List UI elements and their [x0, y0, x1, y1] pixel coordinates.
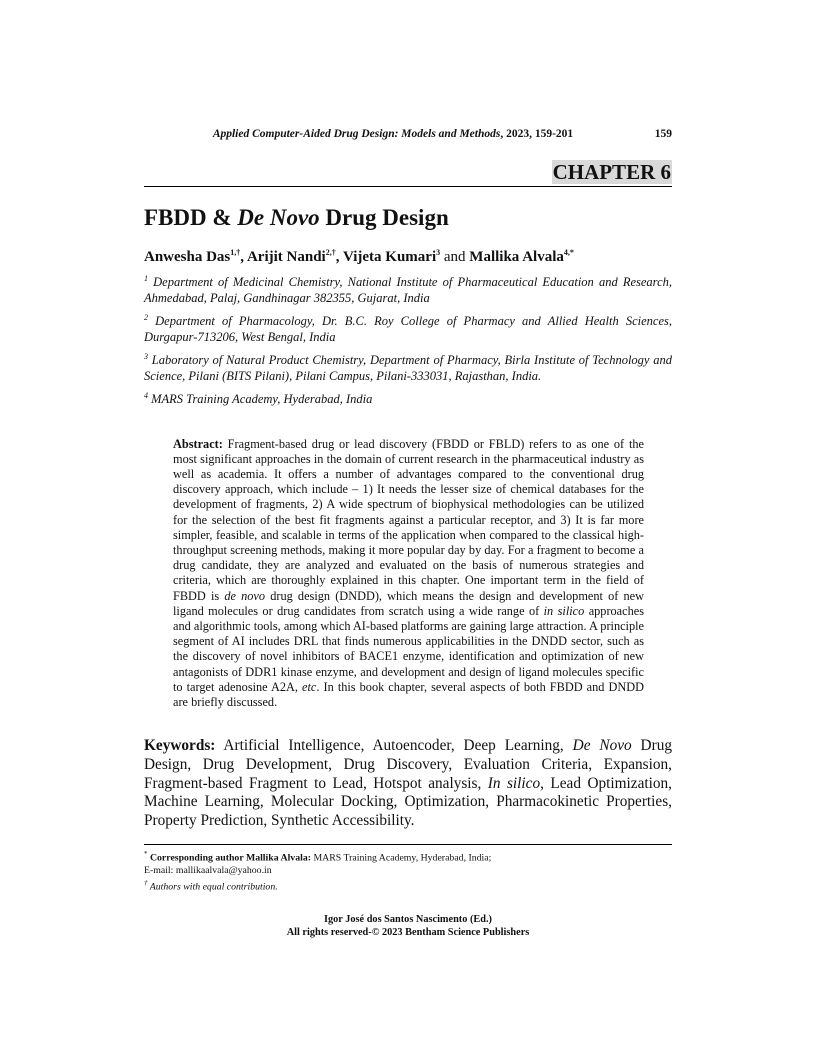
- title-part-1: FBDD &: [144, 205, 238, 230]
- chapter-label-text: CHAPTER 6: [552, 160, 671, 184]
- affiliation: [144, 388, 672, 407]
- corresponding-author-note: [144, 848, 672, 865]
- abstract-italic: etc: [302, 679, 317, 694]
- affiliation: [144, 349, 672, 384]
- paper-page: [144, 128, 672, 939]
- abstract-label: Abstract:: [173, 436, 223, 451]
- equal-contribution-note: [144, 877, 672, 894]
- keywords-italic: In silico: [487, 774, 541, 792]
- affiliation-text: Laboratory of Natural Product Chemistry, Department of Pharmacy, Birla Institute of Technology and Science, Pilani (BITS Pilani), Pilani Campus, Pilani-333031, Rajasthan, India.: [144, 353, 673, 384]
- footnote-divider: [144, 844, 672, 845]
- affiliation-text: Department of Medicinal Chemistry, National Institute of Pharmaceutical Education and Research, Ahmedabad, Palaj, Gandhinagar 382355, Gujarat, India: [144, 275, 672, 306]
- footnote-mark: *: [144, 849, 148, 858]
- abstract-italic: de novo: [224, 588, 266, 603]
- title-italic: De Novo: [237, 205, 320, 230]
- author-affiliation-mark: 2,†: [325, 248, 336, 257]
- chapter-title: [144, 204, 672, 232]
- abstract-text: drug design (DNDD), which means the design and development of new ligand molecules or drug candidates from scratch using a wide range of: [173, 588, 644, 618]
- footnote-mark: †: [144, 879, 148, 888]
- keywords-text: Artificial Intelligence, Autoencoder, Deep Learning,: [215, 737, 573, 755]
- corresponding-author-address: MARS Training Academy, Hyderabad, India;: [311, 852, 492, 864]
- journal-title: Applied Computer-Aided Drug Design: Models and Methods: [212, 128, 501, 140]
- affiliation-number: 3: [144, 352, 148, 362]
- keywords-italic: De Novo: [572, 737, 632, 755]
- keywords: [144, 737, 672, 831]
- equal-contribution-text: Authors with equal contribution.: [147, 881, 278, 893]
- title-part-2: Drug Design: [319, 205, 449, 230]
- abstract-text: . In this book chapter, several aspects of both FBDD and DNDD are briefly discussed.: [173, 679, 644, 710]
- author-separator: ,: [335, 249, 343, 265]
- chapter-divider: [144, 186, 672, 187]
- author-separator: and: [440, 249, 470, 265]
- author-affiliation-mark: 1,†: [230, 248, 241, 257]
- rights-line: All rights reserved-© 2023 Bentham Science Publishers: [286, 926, 530, 938]
- corresponding-email: E-mail: mallikaalvala@yahoo.in: [144, 864, 272, 876]
- journal-details: , 2023, 159-201: [500, 128, 574, 140]
- author-name: Mallika Alvala: [469, 249, 564, 265]
- abstract-text: approaches and algorithmic tools, among which AI-based platforms are gaining large attraction. A principle segment of AI includes DRL that finds numerous applicabilities in the DNDD sector, such as the discovery of novel inhibitors of BACE1 enzyme, identification and optimization of new antagonists of DDR1 kinase enzyme, and development and design of ligand molecules specific to target adenosine A2A,: [173, 603, 644, 694]
- abstract: [173, 437, 644, 711]
- abstract-text: Fragment-based drug or lead discovery (FBDD or FBLD) refers to as one of the most significant approaches in the domain of current research in the pharmaceutical industry as well as academia. It offers a number of advantages compared to the conventional drug discovery approach, which include – 1) It needs the lesser size of chemical databases for the development of fragments, 2) A wide spectrum of biophysical methodologies can be utilized for the selection of the best fit fragments against a particular receptor, and 3) It is far more simpler, feasible, and scalable in terms of the application when compared to the classical high-throughput screening methods, making it more popular day by day. For a fragment to become a drug candidate, they are analyzed and evaluated on the basis of numerous strategies and criteria, which are thoroughly explained in this chapter. One important term in the field of FBDD is: [173, 436, 644, 603]
- publisher-info: [144, 913, 672, 939]
- affiliation-text: Department of Pharmacology, Dr. B.C. Roy College of Pharmacy and Allied Health Sciences, Durgapur-713206, West Bengal, India: [144, 314, 673, 345]
- author-name: Arijit Nandi: [246, 249, 326, 265]
- author-name: Vijeta Kumari: [342, 249, 437, 265]
- author-list: [144, 243, 672, 267]
- editor-line: Igor José dos Santos Nascimento (Ed.): [323, 913, 492, 925]
- author-separator: ,: [240, 249, 247, 265]
- running-head: [144, 128, 672, 146]
- affiliation-number: 4: [144, 391, 148, 401]
- page-number: 159: [654, 128, 672, 140]
- keywords-text: , Lead Optimization, Machine Learning, Molecular Docking, Optimization, Pharmacokinetic Properties, Property Prediction, Synthetic Accessibility.: [144, 774, 672, 830]
- footnotes: [144, 848, 672, 894]
- affiliation-number: 1: [144, 274, 148, 283]
- chapter-label: [144, 160, 672, 184]
- author-name: Anwesha Das: [144, 249, 231, 265]
- affiliation: [144, 310, 672, 345]
- keywords-text: Drug Design, Drug Development, Drug Discovery, Evaluation Criteria, Expansion, Fragment-based Fragment to Lead, Hotspot analysis,: [144, 737, 672, 792]
- keywords-label: Keywords:: [144, 737, 216, 755]
- affiliation: [144, 271, 672, 306]
- affiliation-number: 2: [144, 313, 148, 323]
- affiliation-text: MARS Training Academy, Hyderabad, India: [151, 392, 373, 407]
- author-affiliation-mark: 4,*: [563, 248, 574, 257]
- author-affiliation-mark: 3: [436, 248, 441, 257]
- corresponding-author-label: Corresponding author Mallika Alvala:: [147, 852, 311, 864]
- abstract-italic: in silico: [543, 603, 585, 618]
